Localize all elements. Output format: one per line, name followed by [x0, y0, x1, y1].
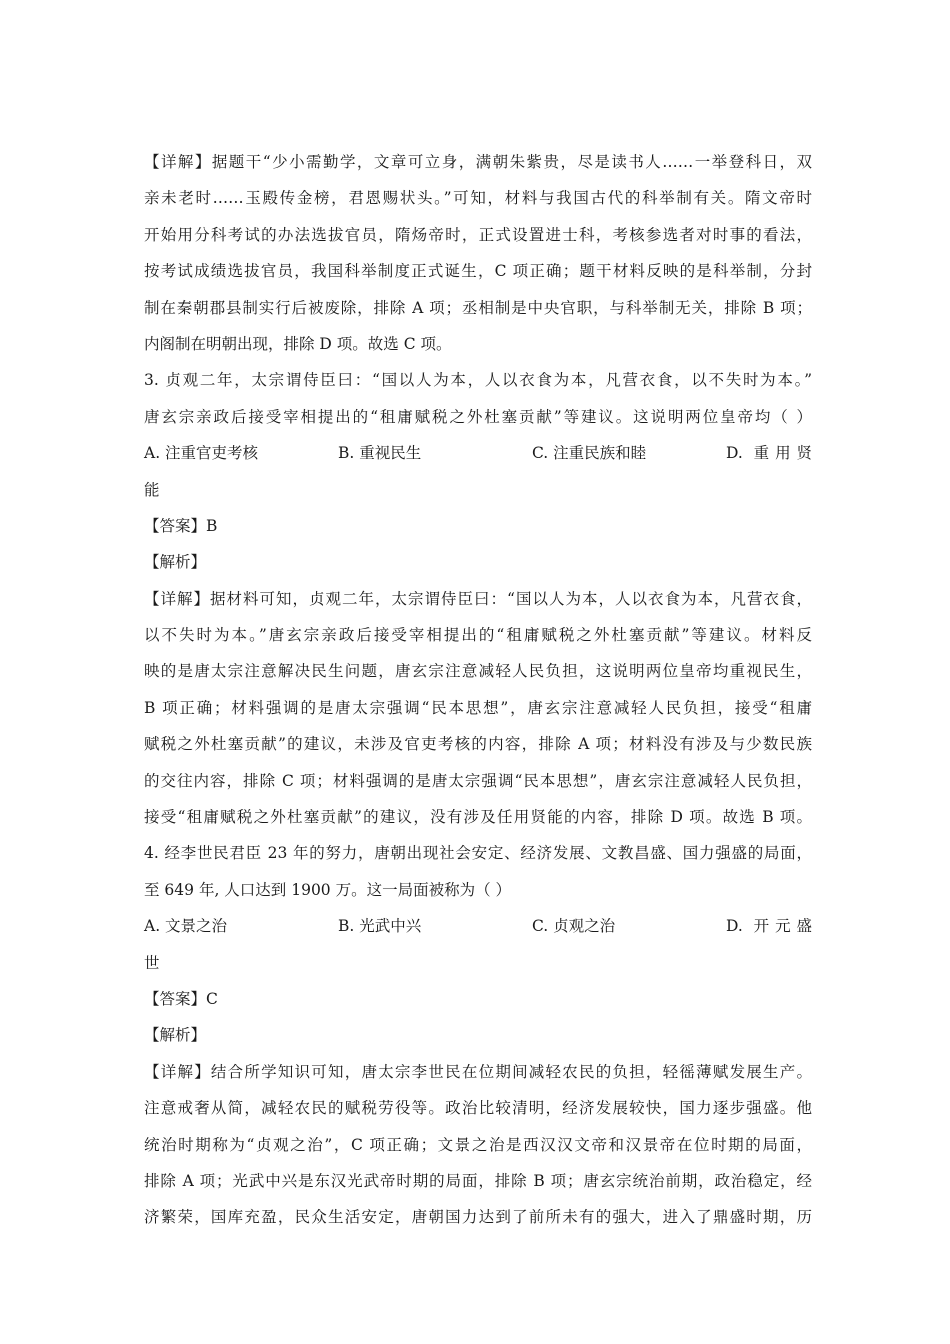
- q4-analysis-line: 统治时期称为“贞观之治”，C 项正确；文景之治是西汉汉文帝和汉景帝在位时期的局面，: [144, 1135, 812, 1154]
- q3-option-a: A. 注重官吏考核: [144, 444, 259, 463]
- q4-option-d-tail: 世: [144, 953, 160, 972]
- q3-option-c: C. 注重民族和睦: [532, 444, 647, 463]
- q2-analysis-line: 【详解】据题干“少小需勤学，文章可立身，满朝朱紫贵，尽是读书人……一举登科日，双: [144, 153, 812, 171]
- q4-option-d: D. 开元盛: [726, 917, 812, 936]
- q3-stem-line: 唐玄宗亲政后接受宰相提出的“租庸赋税之外杜塞贡献”等建议。这说明两位皇帝均（ ）: [144, 407, 812, 426]
- q4-analysis-title: 【解析】: [144, 1026, 207, 1045]
- q2-analysis-line: 制在秦朝郡县制实行后被废除，排除 A 项；丞相制是中央官职，与科举制无关，排除 B 项；: [144, 298, 812, 317]
- page-content: [144, 144, 812, 1236]
- q2-analysis: [144, 144, 812, 362]
- question-4: [144, 835, 812, 1235]
- q4-options: [144, 908, 812, 944]
- q4-analysis-line: 注意戒奢从简，减轻农民的赋税劳役等。政治比较清明，经济发展较快，国力逐步强盛。他: [144, 1099, 812, 1118]
- q4-option-a: A. 文景之治: [144, 917, 228, 936]
- q3-analysis-line: B 项正确；材料强调的是唐太宗强调“民本思想”，唐玄宗注意减轻人民负担，接受“租庸: [144, 698, 812, 717]
- q4-analysis-line: 排除 A 项；光武中兴是东汉光武帝时期的局面，排除 B 项；唐玄宗统治前期，政治稳定，经: [144, 1171, 812, 1190]
- q4-option-b: B. 光武中兴: [338, 917, 422, 936]
- q3-answer: 【答案】B: [144, 516, 218, 535]
- q4-analysis-line: 济繁荣，国库充盈，民众生活安定，唐朝国力达到了前所未有的强大，进入了鼎盛时期，历: [144, 1208, 812, 1227]
- q3-analysis-line: 接受“租庸赋税之外杜塞贡献”的建议，没有涉及任用贤能的内容，排除 D 项。故选 B 项。: [144, 808, 812, 827]
- q3-analysis-line: 赋税之外杜塞贡献”的建议，未涉及官吏考核的内容，排除 A 项；材料没有涉及与少数民族: [144, 735, 812, 754]
- q3-option-d-tail: 能: [144, 480, 160, 499]
- question-3: [144, 362, 812, 835]
- q3-analysis-line: 以不失时为本。”唐玄宗亲政后接受宰相提出的“租庸赋税之外杜塞贡献”等建议。材料反: [144, 626, 812, 645]
- q2-analysis-line: 开始用分科考试的办法选拔官员，隋炀帝时，正式设置进士科，考核参选者对时事的看法，: [144, 225, 812, 244]
- q4-stem-line: 4. 经李世民君臣 23 年的努力，唐朝出现社会安定、经济发展、文教昌盛、国力强盛的局面，: [144, 844, 812, 863]
- q3-analysis-line: 映的是唐太宗注意解决民生问题，唐玄宗注意减轻人民负担，这说明两位皇帝均重视民生，: [144, 662, 812, 681]
- q3-stem-line: 3. 贞观二年，太宗谓侍臣曰：“国以人为本，人以衣食为本，凡营衣食，以不失时为本。”: [144, 371, 812, 390]
- q2-analysis-line: 亲未老时……玉殿传金榜，君恩赐状头。”可知，材料与我国古代的科举制有关。隋文帝时: [144, 189, 812, 208]
- q3-option-d: D. 重用贤: [726, 444, 812, 463]
- q4-stem-line: 至 649 年, 人口达到 1900 万。这一局面被称为（ ）: [144, 880, 512, 899]
- q3-option-b: B. 重视民生: [338, 444, 422, 463]
- q4-answer: 【答案】C: [144, 989, 218, 1008]
- q2-analysis-line: 按考试成绩选拔官员，我国科举制度正式诞生，C 项正确；题干材料反映的是科举制，分封: [144, 262, 812, 281]
- q4-analysis-line: 【详解】结合所学知识可知，唐太宗李世民在位期间减轻农民的负担，轻徭薄赋发展生产。: [144, 1062, 812, 1081]
- q3-analysis-title: 【解析】: [144, 553, 207, 572]
- q3-analysis-line: 的交往内容，排除 C 项；材料强调的是唐太宗强调“民本思想”，唐玄宗注意减轻人民负担，: [144, 771, 812, 790]
- q3-analysis-line: 【详解】据材料可知，贞观二年，太宗谓侍臣曰：“国以人为本，人以衣食为本，凡营衣食，: [144, 589, 812, 608]
- q3-options: [144, 435, 812, 471]
- q2-analysis-line: 内阁制在明朝出现，排除 D 项。故选 C 项。: [144, 334, 452, 353]
- q4-option-c: C. 贞观之治: [532, 917, 616, 936]
